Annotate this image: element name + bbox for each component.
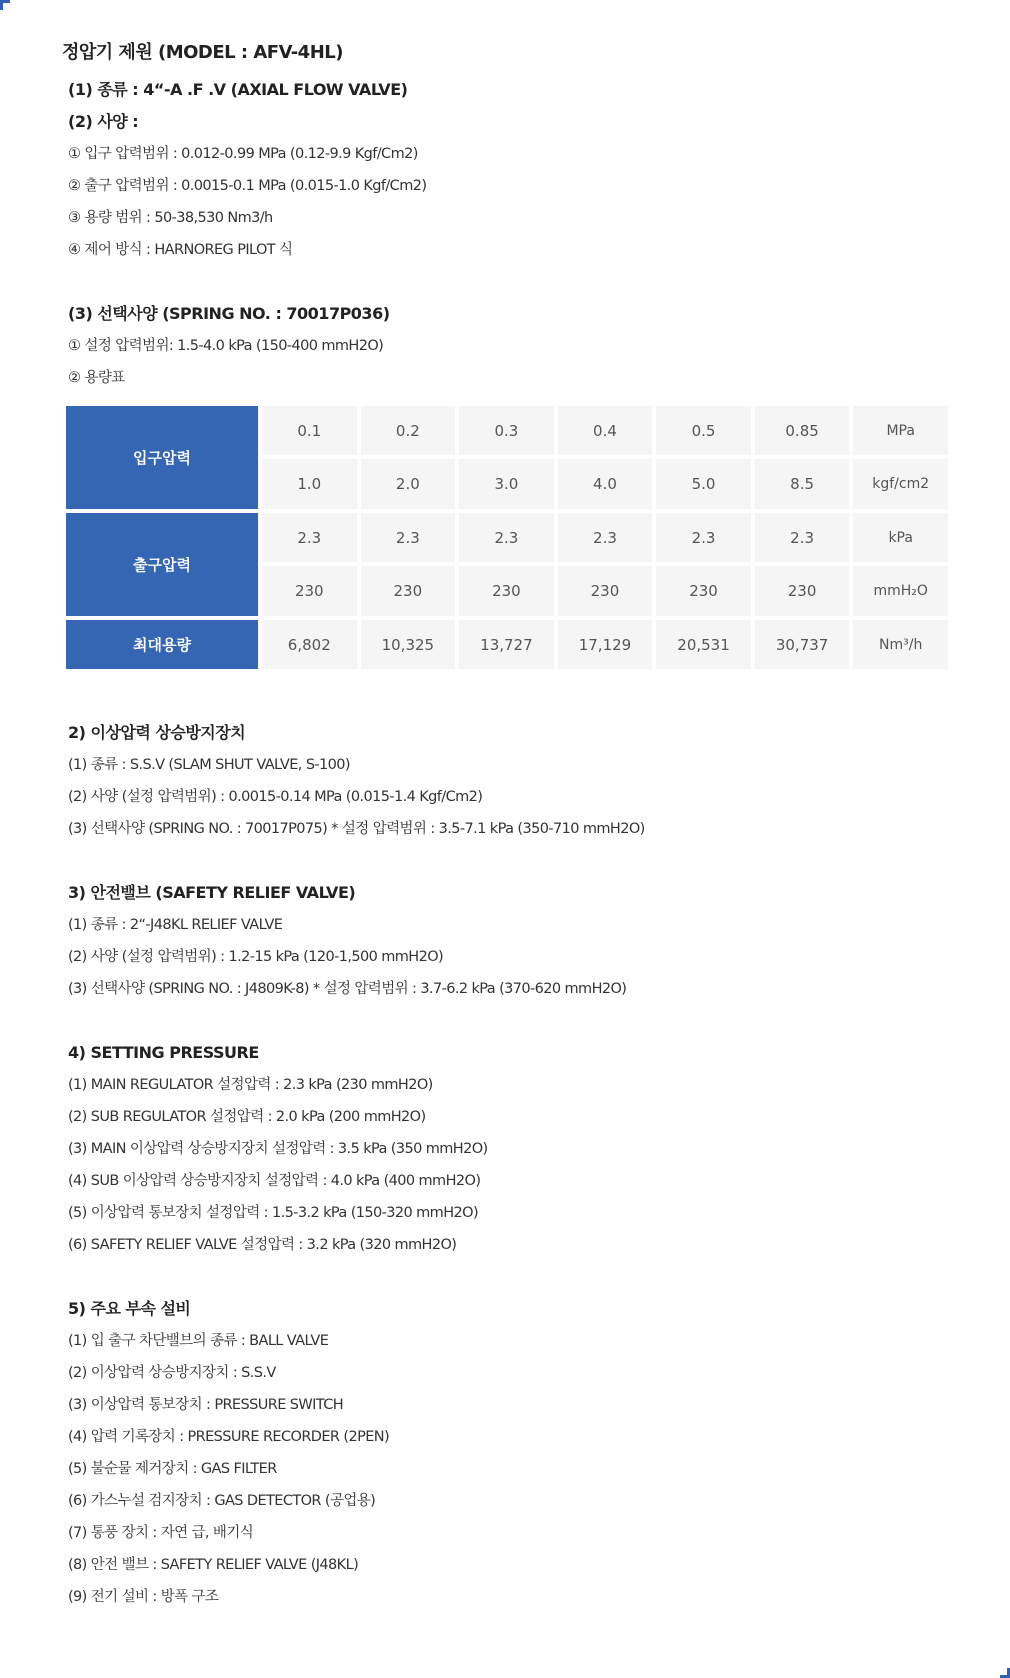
section-lines [68,749,952,845]
spec-line: (1) MAIN REGULATOR 설정압력 : 2.3 kPa (230 mmH2O) [68,1077,433,1093]
capacity-table [62,402,952,673]
section-regulator-lines-b [68,298,952,394]
table-cell: 0.2 [361,406,456,455]
unit-cell: kPa [853,513,948,562]
table-cell: 2.3 [755,513,850,562]
page-title: 정압기 제원 (MODEL : AFV-4HL) [62,42,343,63]
table-cell: 8.5 [755,459,850,509]
spec-line: (8) 안전 밸브 : SAFETY RELIEF VALVE (J48KL) [68,1557,359,1573]
table-cell: 2.3 [656,513,751,562]
spec-line: (5) 불순물 제거장치 : GAS FILTER [68,1461,277,1477]
table-cell: 2.3 [361,513,456,562]
max-capacity-header: 최대용량 [66,620,258,669]
spec-line: (3) 이상압력 통보장치 : PRESSURE SWITCH [68,1397,344,1413]
spec-line: ③ 용량 범위 : 50-38,530 Nm3/h [68,210,273,226]
table-cell: 230 [558,566,653,616]
table-cell: 30,737 [755,620,850,669]
spec-line: (4) SUB 이상압력 상승방지장치 설정압력 : 4.0 kPa (400 mmH2O) [68,1173,481,1189]
spec-line: (2) 사양 (설정 압력범위) : 1.2-15 kPa (120-1,500 mmH2O) [68,949,444,965]
table-cell: 230 [361,566,456,616]
table-cell: 2.3 [459,513,554,562]
table-cell: 2.0 [361,459,456,509]
spec-line: ① 설정 압력범위: 1.5-4.0 kPa (150-400 mmH2O) [68,338,384,354]
spec-line: (3) 선택사양 (SPRING NO. : 70017P036) [68,304,390,323]
table-cell: 230 [262,566,357,616]
table-cell: 3.0 [459,459,554,509]
section-lines [68,1325,952,1613]
spec-line: (2) 사양 (설정 압력범위) : 0.0015-0.14 MPa (0.015-1.4 Kgf/Cm2) [68,789,483,805]
section-lines [68,1069,952,1261]
spec-line: (2) SUB REGULATOR 설정압력 : 2.0 kPa (200 mmH2O) [68,1109,426,1125]
spec-line: (1) 종류 : S.S.V (SLAM SHUT VALVE, S-100) [68,757,350,773]
spec-line: (1) 종류 : 4“-A .F .V (AXIAL FLOW VALVE) [68,80,408,99]
inlet-pressure-header: 입구압력 [66,406,258,509]
table-cell: 20,531 [656,620,751,669]
unit-cell: mmH₂O [853,566,948,616]
spec-line: ② 용량표 [68,370,125,386]
table-cell: 0.4 [558,406,653,455]
table-cell: 230 [656,566,751,616]
spec-line: ② 출구 압력범위 : 0.0015-0.1 MPa (0.015-1.0 Kgf/Cm2) [68,178,427,194]
section-heading: 4) SETTING PRESSURE [68,1043,259,1062]
section-lines [68,909,952,1005]
table-cell: 4.0 [558,459,653,509]
spec-line: (3) 선택사양 (SPRING NO. : 70017P075) * 설정 압력범위 : 3.5-7.1 kPa (350-710 mmH2O) [68,821,645,837]
table-cell: 0.1 [262,406,357,455]
table-cell: 1.0 [262,459,357,509]
section-heading: 3) 안전밸브 (SAFETY RELIEF VALVE) [68,883,356,902]
section-safety-valve [68,877,952,1037]
section-regulator [68,74,952,394]
table-cell: 2.3 [262,513,357,562]
table-cell: 2.3 [558,513,653,562]
spec-line: (7) 통풍 장치 : 자연 급, 배기식 [68,1525,254,1541]
spec-line: ④ 제어 방식 : HARNOREG PILOT 식 [68,242,293,258]
section-slam-shut [68,717,952,877]
table-cell: 230 [755,566,850,616]
corner-mark-bottom-right [1000,1668,1010,1678]
section-heading: 5) 주요 부속 설비 [68,1299,191,1318]
spec-line: (2) 사양 : [68,112,139,131]
table-row [66,620,948,669]
spec-line: (6) SAFETY RELIEF VALVE 설정압력 : 3.2 kPa (320 mmH2O) [68,1237,457,1253]
spec-line: (6) 가스누설 검지장치 : GAS DETECTOR (공업용) [68,1493,376,1509]
corner-mark-top-left [0,0,10,10]
unit-cell: Nm³/h [853,620,948,669]
section-regulator-lines-a [68,74,952,266]
table-cell: 0.5 [656,406,751,455]
spec-line: ① 입구 압력범위 : 0.012-0.99 MPa (0.12-9.9 Kgf/Cm2) [68,146,418,162]
table-cell: 17,129 [558,620,653,669]
table-cell: 0.3 [459,406,554,455]
spec-line: (3) 선택사양 (SPRING NO. : J4809K-8) * 설정 압력범위 : 3.7-6.2 kPa (370-620 mmH2O) [68,981,627,997]
spec-line: (1) 입 출구 차단밸브의 종류 : BALL VALVE [68,1333,329,1349]
spec-line: (1) 종류 : 2“-J48KL RELIEF VALVE [68,917,283,933]
table-row [66,513,948,562]
section-heading: 2) 이상압력 상승방지장치 [68,723,246,742]
spec-document [62,38,952,1613]
table-cell: 6,802 [262,620,357,669]
outlet-pressure-header: 출구압력 [66,513,258,616]
spec-line: (4) 압력 기록장치 : PRESSURE RECORDER (2PEN) [68,1429,390,1445]
section-accessories [68,1293,952,1613]
spec-line: (9) 전기 설비 : 방폭 구조 [68,1589,219,1605]
table-cell: 0.85 [755,406,850,455]
table-cell: 230 [459,566,554,616]
table-cell: 13,727 [459,620,554,669]
table-cell: 10,325 [361,620,456,669]
unit-cell: MPa [853,406,948,455]
section-setting-pressure [68,1037,952,1293]
spec-line: (2) 이상압력 상승방지장치 : S.S.V [68,1365,276,1381]
spec-line: (3) MAIN 이상압력 상승방지장치 설정압력 : 3.5 kPa (350 mmH2O) [68,1141,488,1157]
table-row [66,406,948,455]
spec-line: (5) 이상압력 통보장치 설정압력 : 1.5-3.2 kPa (150-320 mmH2O) [68,1205,478,1221]
unit-cell: kgf/cm2 [853,459,948,509]
table-cell: 5.0 [656,459,751,509]
